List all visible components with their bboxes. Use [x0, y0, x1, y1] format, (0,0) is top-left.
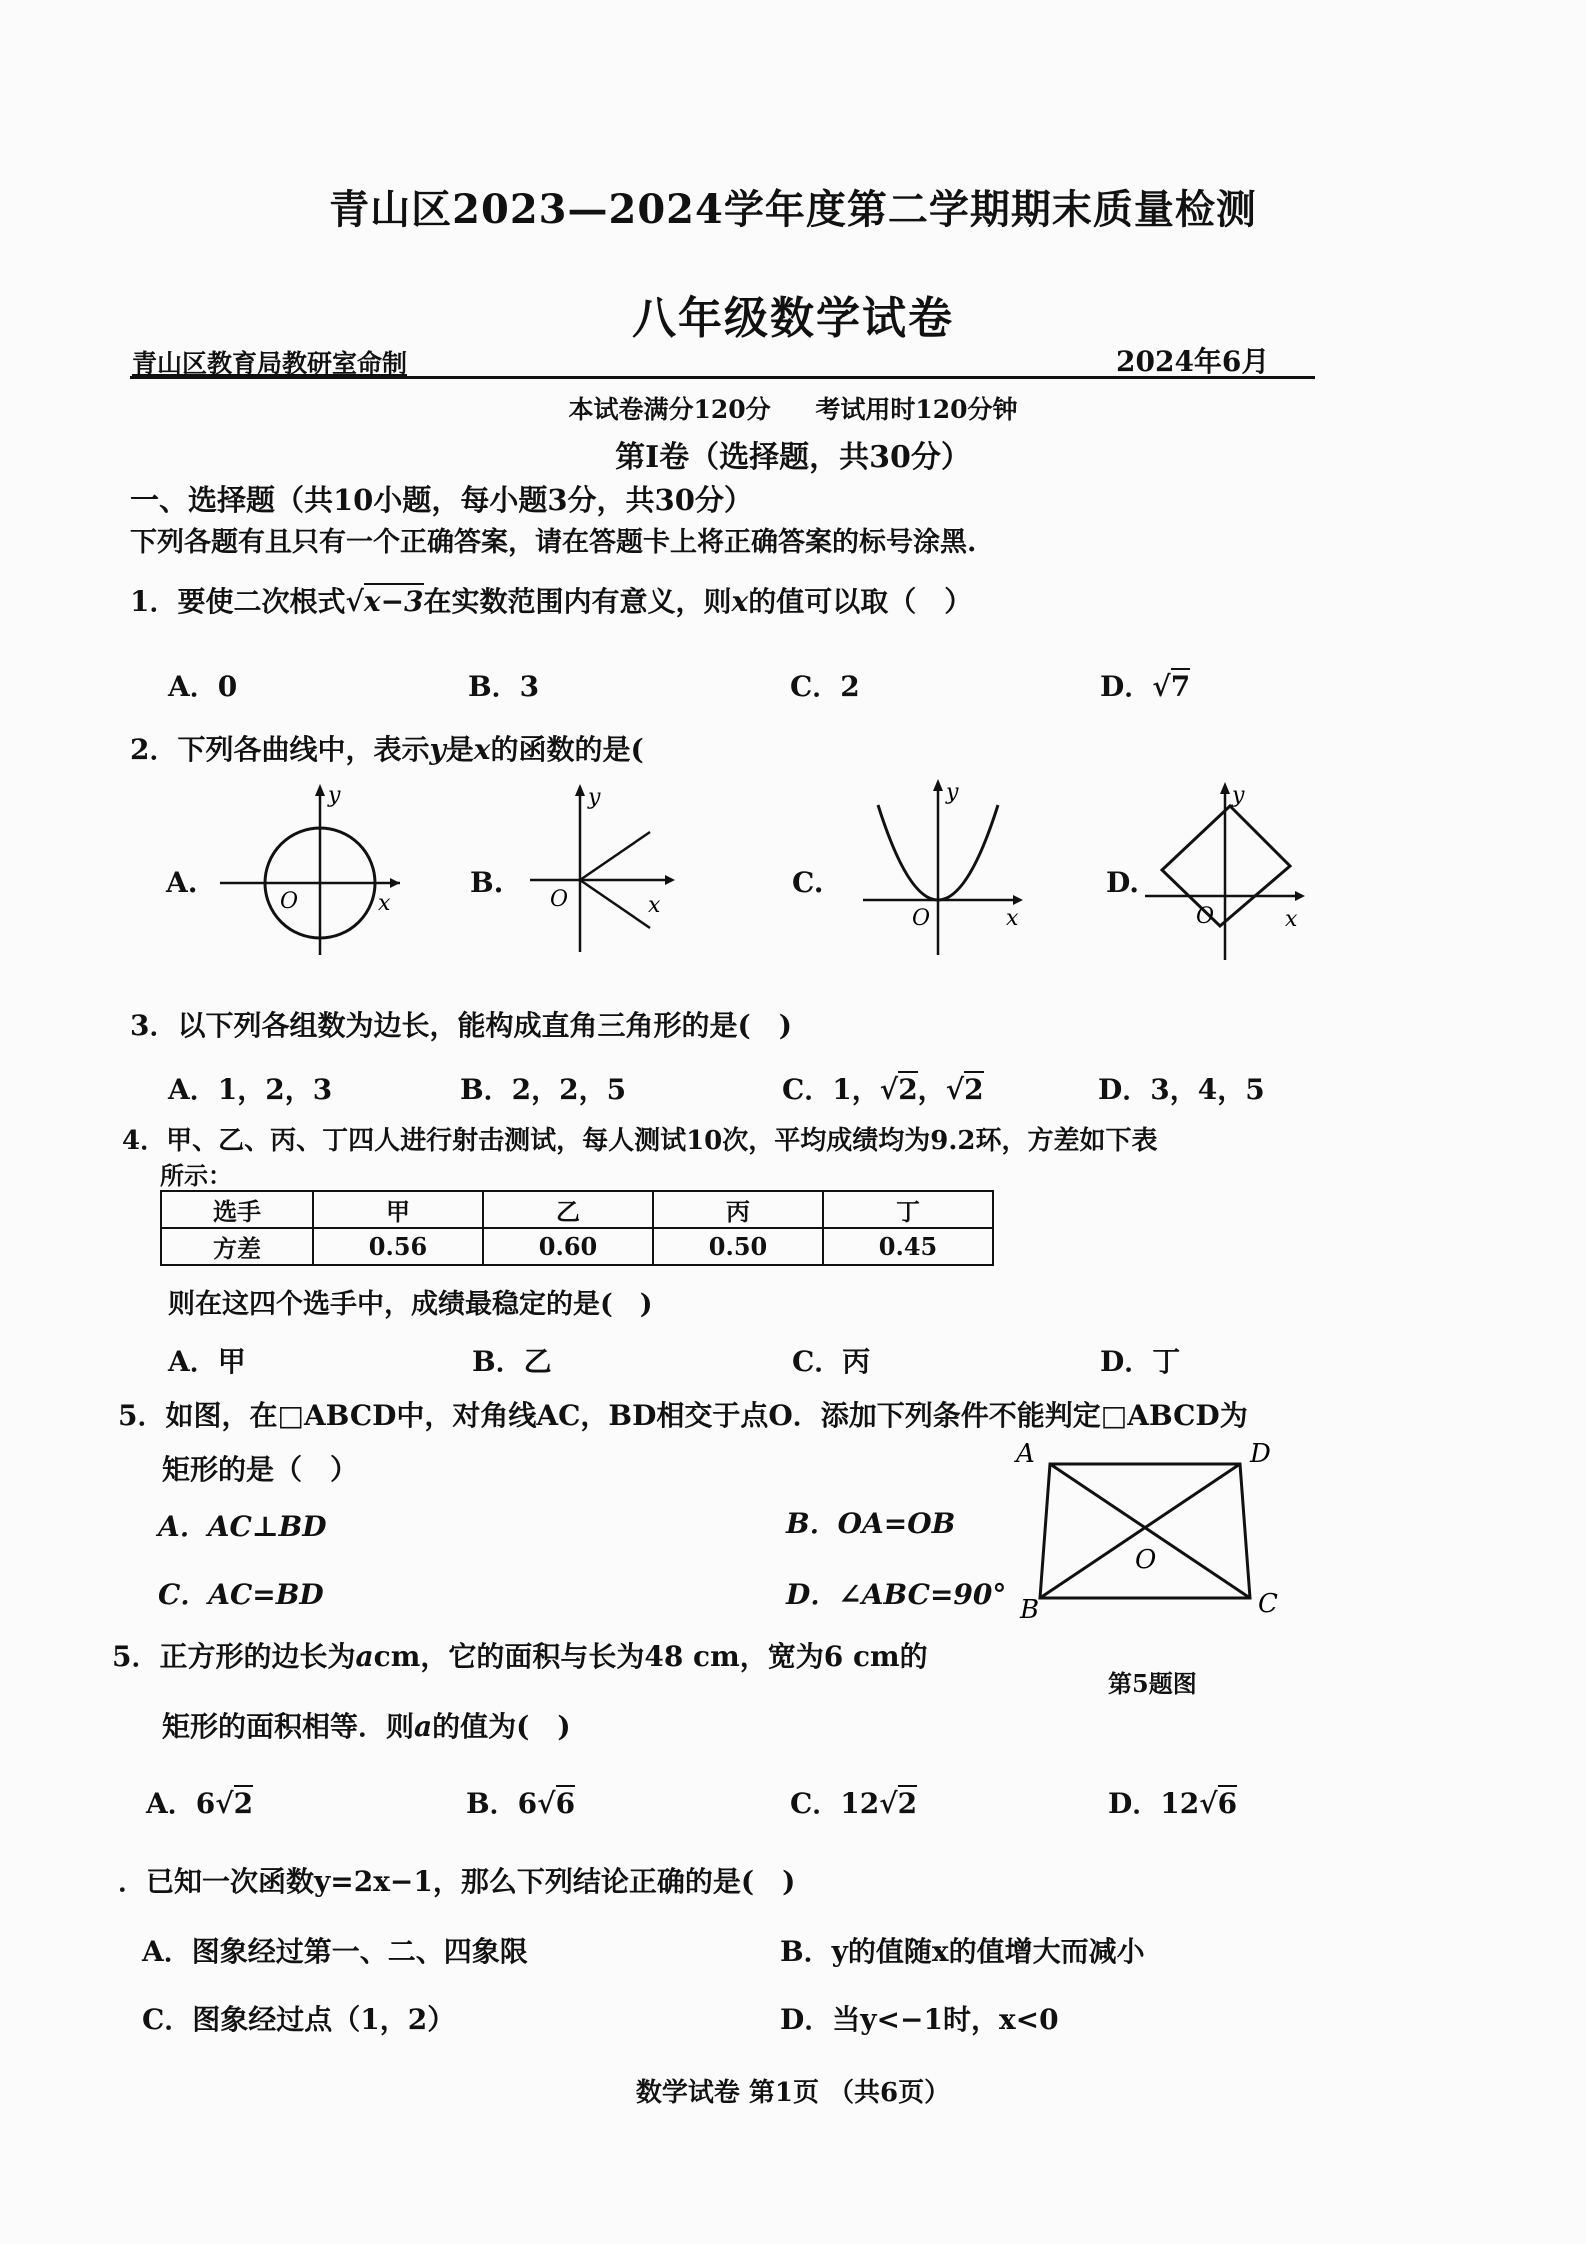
q5-figure-caption: 第5题图	[1108, 1669, 1197, 1698]
q2-label-c: C.	[792, 866, 824, 899]
question-4-line1: 4．甲、乙、丙、丁四人进行射击测试，每人测试10次，平均成绩均为9.2环，方差如下表	[122, 1126, 1158, 1156]
y-label: y	[946, 780, 959, 805]
q6-b-radicand: 6	[555, 1787, 576, 1820]
table-row	[161, 1191, 993, 1228]
exam-meta	[0, 390, 1586, 426]
q7-option-b: B．y的值随x的值增大而减小	[780, 1935, 1145, 1968]
x-label: x	[378, 891, 391, 916]
q7-option-c: C．图象经过点（1，2）	[142, 2003, 456, 2036]
q5-option-b: B．OA=OB	[786, 1507, 956, 1540]
origin-label: O	[280, 889, 299, 914]
q6-stem-2b: 的值为( )	[432, 1710, 571, 1743]
question-3: 3．以下列各组数为边长，能构成直角三角形的是( )	[130, 1009, 792, 1042]
q6-c-prefix: C．12	[790, 1787, 880, 1820]
q6-d-radicand: 6	[1217, 1787, 1238, 1820]
y-arrow-icon	[575, 784, 585, 796]
diagonal-bd	[1040, 1464, 1240, 1598]
q6-stem-1b: cm，它的面积与长为48 cm，宽为6 cm的	[373, 1640, 928, 1673]
q2-graph-b	[520, 780, 700, 960]
q1-option-a: A．0	[168, 670, 238, 703]
q3-c-radicand-2: 2	[964, 1073, 984, 1106]
q6-number: 5．	[112, 1640, 160, 1673]
center-o-label: O	[1135, 1545, 1157, 1575]
q3-c-separator: ，	[917, 1073, 946, 1106]
q2-label-d: D.	[1106, 866, 1140, 899]
x-arrow-icon	[1295, 891, 1305, 901]
q1-option-d: D．√7	[1100, 670, 1191, 703]
table-row	[161, 1228, 993, 1265]
q6-var-a: a	[414, 1710, 433, 1743]
q4-option-b: B．乙	[472, 1345, 552, 1378]
duration: 考试用时120分钟	[815, 395, 1018, 424]
ray-up	[580, 832, 650, 880]
exam-subtitle: 八年级数学试卷	[632, 293, 954, 344]
q2-graph-d	[1140, 778, 1315, 963]
q1-var: x	[731, 585, 749, 618]
page-footer: 数学试卷 第1页 （共6页）	[635, 2078, 951, 2108]
q1-radical: √x−3	[345, 585, 424, 618]
q7-option-d: D．当y<−1时，x<0	[780, 2003, 1059, 2036]
q6-c-radicand: 2	[897, 1787, 918, 1820]
q6-option-c: C．12√2	[790, 1787, 918, 1820]
table-cell: 丁	[823, 1191, 993, 1228]
q1-option-d-radicand: 7	[1170, 670, 1191, 703]
q7-option-a: A．图象经过第一、二、四象限	[142, 1935, 528, 1968]
x-label: x	[1006, 906, 1019, 931]
question-1	[130, 580, 972, 620]
section-heading: 一、选择题（共10小题，每小题3分，共30分）	[130, 483, 753, 517]
vertex-d-label: D	[1250, 1440, 1271, 1469]
y-arrow-icon	[933, 779, 943, 791]
ray-down	[580, 880, 650, 928]
q2-graph-c	[858, 775, 1048, 960]
table-cell: 选手	[161, 1191, 313, 1228]
q4-follow: 则在这四个选手中，成绩最稳定的是( )	[168, 1289, 653, 1320]
q6-stem-1a: 正方形的边长为	[159, 1640, 356, 1673]
q6-a-radicand: 2	[233, 1787, 254, 1820]
table-cell: 0.45	[823, 1228, 993, 1265]
full-score: 本试卷满分120分	[568, 395, 771, 424]
q6-a-prefix: A．6	[146, 1787, 216, 1820]
table-cell: 0.60	[483, 1228, 653, 1265]
vertex-a-label: A	[1016, 1440, 1035, 1469]
q6-stem-2a: 矩形的面积相等．则	[162, 1710, 415, 1743]
part-heading: 第Ⅰ卷（选择题，共30分）	[615, 440, 971, 475]
q1-pre: 1．要使二次根式	[130, 585, 346, 618]
y-label: y	[328, 783, 341, 808]
q6-d-prefix: D．12	[1108, 1787, 1200, 1820]
q1-tail: 的值可以取（ ）	[748, 585, 973, 618]
q1-option-d-prefix: D．	[1100, 670, 1153, 703]
diagonal-ac	[1050, 1464, 1250, 1598]
q2-stem-post: 的函数的是(	[490, 733, 644, 766]
table-cell: 甲	[313, 1191, 483, 1228]
q5-option-c: C．AC=BD	[158, 1578, 324, 1611]
x-label: x	[1285, 907, 1298, 932]
q2-label-b: B.	[470, 866, 504, 899]
exam-title: 青山区2023—2024学年度第二学期期末质量检测	[329, 186, 1257, 233]
origin-label: O	[550, 887, 569, 912]
x-arrow-icon	[665, 875, 675, 885]
x-arrow-icon	[1013, 895, 1023, 905]
q1-radicand: x−3	[363, 585, 424, 618]
table-cell: 乙	[483, 1191, 653, 1228]
table-cell: 丙	[653, 1191, 823, 1228]
q3-option-a: A．1，2，3	[168, 1073, 333, 1106]
x-label: x	[648, 893, 661, 918]
vertex-c-label: C	[1258, 1589, 1278, 1619]
variance-table	[160, 1190, 994, 1266]
q6-option-a: A．6√2	[146, 1787, 254, 1820]
q2-label-a: A.	[166, 866, 198, 899]
y-arrow-icon	[1220, 782, 1230, 794]
origin-label: O	[912, 906, 931, 931]
question-2	[130, 728, 644, 768]
y-label: y	[1232, 783, 1245, 808]
question-5-line2: 矩形的是（ ）	[162, 1453, 359, 1486]
q2-graph-a	[210, 780, 410, 960]
q6-b-prefix: B．6	[466, 1787, 538, 1820]
table-cell: 方差	[161, 1228, 313, 1265]
q6-option-b: B．6√6	[466, 1787, 576, 1820]
y-arrow-icon	[315, 784, 325, 796]
q1-post: 在实数范围内有意义，则	[423, 585, 732, 618]
exam-date: 2024年6月	[1116, 345, 1270, 378]
q4-option-d: D．丁	[1100, 1345, 1181, 1378]
q1-option-b: B．3	[468, 670, 540, 703]
issuer-label: 青山区教育局教研室命制	[132, 349, 408, 378]
q6-var-a: a	[355, 1640, 374, 1673]
q3-c-prefix: C．1，	[782, 1073, 880, 1106]
y-label: y	[588, 785, 601, 810]
q4-option-c: C．丙	[792, 1345, 871, 1378]
question-6-line2	[162, 1705, 571, 1745]
q3-option-d: D．3，4，5	[1098, 1073, 1265, 1106]
q5-figure	[1010, 1440, 1310, 1620]
q2-stem-pre: 2．下列各曲线中，表示	[130, 733, 430, 766]
q2-stem-mid: 是	[445, 733, 474, 766]
q2-var-y: y	[429, 733, 446, 766]
question-6-line1	[112, 1635, 928, 1675]
q3-option-c: C．1，√2，√2	[782, 1073, 984, 1106]
q5-option-d: D．∠ABC=90°	[786, 1578, 1007, 1611]
table-cell: 0.50	[653, 1228, 823, 1265]
origin-label: O	[1196, 904, 1215, 929]
instruction-text: 下列各题有且只有一个正确答案，请在答题卡上将正确答案的标号涂黑.	[130, 527, 977, 558]
q2-var-x: x	[473, 733, 491, 766]
q3-option-b: B．2，2，5	[460, 1073, 627, 1106]
question-4-line2: 所示：	[160, 1161, 232, 1190]
q1-option-c: C．2	[790, 670, 860, 703]
vertex-b-label: B	[1020, 1595, 1040, 1620]
q4-option-a: A．甲	[168, 1345, 246, 1378]
q3-c-radicand-1: 2	[898, 1073, 918, 1106]
question-7: ．已知一次函数y=2x−1，那么下列结论正确的是( )	[118, 1865, 796, 1898]
q5-option-a: A．AC⊥BD	[158, 1510, 327, 1543]
x-arrow-icon	[390, 878, 400, 888]
header-rule	[130, 376, 1315, 379]
q6-option-d: D．12√6	[1108, 1787, 1238, 1820]
question-5-line1: 5．如图，在□ABCD中，对角线AC，BD相交于点O．添加下列条件不能判定□ABCD为	[118, 1399, 1248, 1432]
table-cell: 0.56	[313, 1228, 483, 1265]
